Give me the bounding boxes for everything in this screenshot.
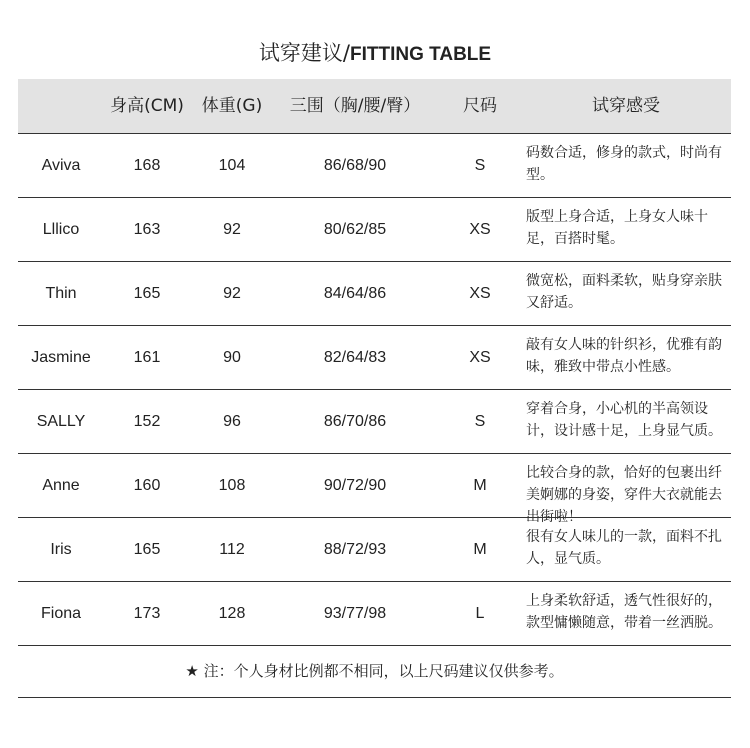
cell-weight: 128 <box>218 605 246 622</box>
table-row <box>18 261 731 325</box>
cell-name: Thin <box>45 285 77 302</box>
header-feel: 试穿感受 <box>592 96 660 116</box>
cell-size: XS <box>469 221 491 238</box>
cell-size: S <box>474 157 486 174</box>
cell-weight: 92 <box>223 285 241 302</box>
cell-feel: 上身柔软舒适，透气性很好的， 款型慵懒随意，带着一丝洒脱。 <box>526 593 722 631</box>
cell-name: Lllico <box>42 221 80 238</box>
fitting-table <box>18 79 731 698</box>
table-row <box>18 581 731 645</box>
cell-height: 173 <box>133 605 161 622</box>
cell-height: 165 <box>133 285 161 302</box>
cell-height: 165 <box>133 541 161 558</box>
cell-size: M <box>473 477 487 494</box>
cell-height: 152 <box>133 413 161 430</box>
cell-feel: 微宽松，面料柔软，贴身穿亲肤又舒适。 <box>526 273 722 311</box>
table-footer <box>18 645 731 697</box>
cell-name: SALLY <box>36 413 86 430</box>
cell-size: XS <box>469 285 491 302</box>
table-header <box>18 79 731 133</box>
cell-measurements: 80/62/85 <box>323 221 387 238</box>
cell-size: S <box>474 413 486 430</box>
table-row <box>18 453 731 525</box>
cell-name: Iris <box>50 541 72 558</box>
cell-weight: 112 <box>219 541 245 558</box>
title-cn: 试穿建议/ <box>258 41 350 65</box>
cell-name: Aviva <box>41 157 81 174</box>
cell-height: 163 <box>133 221 161 238</box>
header-height: 身高(CM) <box>110 96 184 116</box>
cell-height: 168 <box>133 157 161 174</box>
cell-weight: 96 <box>223 413 241 430</box>
cell-height: 161 <box>133 349 161 366</box>
cell-name: Anne <box>42 477 80 494</box>
cell-feel: 穿着合身，小心机的半高领设计，设计感十足，上身显气质。 <box>526 401 722 439</box>
cell-measurements: 93/77/98 <box>323 605 387 622</box>
cell-measurements: 82/64/83 <box>323 349 387 366</box>
cell-feel: 敲有女人味的针织衫，优雅有韵味，雅致中带点小性感。 <box>526 337 722 375</box>
table-row <box>18 133 731 197</box>
page-title <box>0 38 750 70</box>
table-row <box>18 517 731 581</box>
cell-feel: 很有女人味儿的一款，面料不扎人，显气质。 <box>526 529 722 567</box>
header-size: 尺码 <box>463 96 497 116</box>
header-measurements: 三围（胸/腰/臀） <box>289 96 421 116</box>
cell-name: Jasmine <box>31 349 91 366</box>
disclaimer-note: ★ 注：个人身材比例都不相同，以上尺码建议仅供参考。 <box>185 662 564 680</box>
cell-measurements: 84/64/86 <box>323 285 387 302</box>
table-row <box>18 389 731 453</box>
cell-size: M <box>473 541 487 558</box>
cell-measurements: 88/72/93 <box>323 541 387 558</box>
cell-size: XS <box>469 349 491 366</box>
cell-weight: 90 <box>223 349 241 366</box>
cell-feel: 比较合身的款，恰好的包裹出纤美婀娜的身姿，穿件大衣就能去出街啦！ <box>526 465 722 525</box>
cell-size: L <box>475 605 485 622</box>
cell-name: Fiona <box>40 605 82 622</box>
header-name <box>18 79 104 133</box>
cell-weight: 108 <box>218 477 246 494</box>
cell-height: 160 <box>133 477 161 494</box>
cell-measurements: 86/70/86 <box>323 413 387 430</box>
cell-feel: 版型上身合适，上身女人味十足，百搭时髦。 <box>526 209 708 247</box>
cell-measurements: 90/72/90 <box>323 477 387 494</box>
cell-feel: 码数合适，修身的款式，时尚有型。 <box>526 145 722 183</box>
table-row <box>18 197 731 261</box>
table-row <box>18 325 731 389</box>
cell-weight: 92 <box>223 221 241 238</box>
cell-weight: 104 <box>218 157 246 174</box>
cell-measurements: 86/68/90 <box>323 157 387 174</box>
header-weight: 体重(G) <box>201 96 263 116</box>
title-en: FITTING TABLE <box>350 44 492 65</box>
